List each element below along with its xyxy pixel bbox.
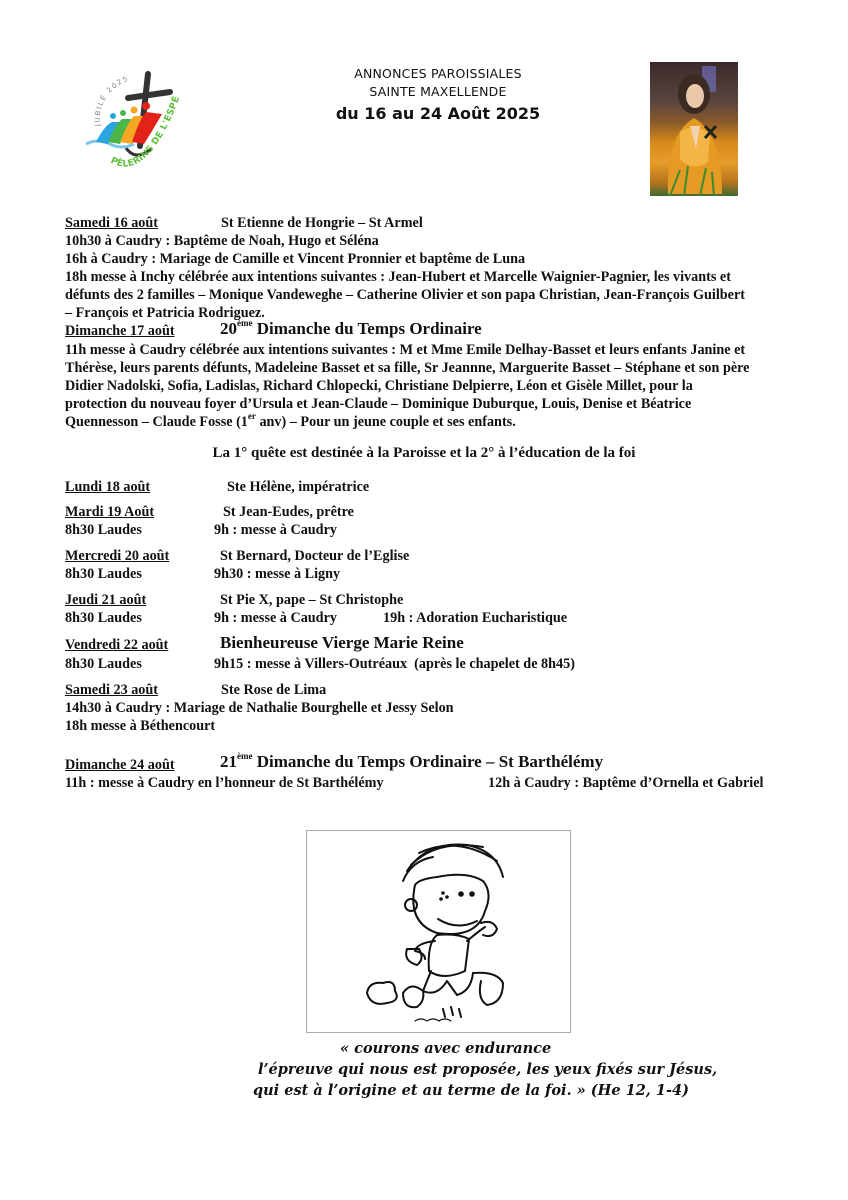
logo-text-bottom: PÈLERINS DE L'ESPÉ: [108, 95, 183, 170]
jubilee-logo-icon: [78, 66, 204, 182]
event-line: 16h à Caudry : Mariage de Camille et Vincent Pronnier et baptême de Luna: [65, 251, 526, 267]
day-feast: Ste Hélène, impératrice: [227, 479, 370, 495]
event-line: Didier Nadolski, Sofia, Ladislas, Richard Chlopecki, Christiane Delpierre, Léon et Gisèle Millet, pour la: [65, 378, 693, 394]
event-line: – François et Patricia Rodriguez.: [65, 305, 265, 321]
mass-time: 9h : messe à Caudry: [214, 610, 337, 626]
day-date: Samedi 23 août: [65, 682, 159, 698]
event-line: protection du nouveau foyer d’Ursula et Jean-Claude – Dominique Duburque, Louis, Denise et Béatrice: [65, 396, 692, 412]
day-feast: Bienheureuse Vierge Marie Reine: [220, 633, 464, 652]
event-line: [65, 413, 516, 431]
jubilee-logo: [78, 66, 204, 182]
quote-line-1: « courons avec endurance: [340, 1040, 552, 1057]
day-date: Mercredi 20 août: [65, 548, 170, 564]
mass-time: 9h : messe à Caudry: [214, 522, 337, 538]
event-line: Thérèse, leurs parents défunts, Madeleine Basset et sa fille, Sr Jeannne, Marguerite Basset – Stéphane et son père: [65, 360, 750, 376]
feast-number: 21: [220, 752, 237, 771]
event-line-part: anv) – Pour un jeune couple et ses enfants.: [255, 414, 516, 430]
quote-line-3: qui est à l’origine et au terme de la foi. » (He 12, 1-4): [253, 1082, 689, 1099]
event-line-sup: er: [247, 411, 256, 422]
collection-notice: La 1° quête est destinée à la Paroisse et la 2° à l’éducation de la foi: [212, 445, 636, 461]
running-boy-illustration: [306, 830, 571, 1033]
day-feast: St Etienne de Hongrie – St Armel: [221, 215, 423, 231]
running-boy-icon: [307, 831, 570, 1032]
event-line: 14h30 à Caudry : Mariage de Nathalie Bourghelle et Jessy Selon: [65, 700, 454, 716]
event-line-part: Quennesson – Claude Fosse (1: [65, 414, 248, 430]
day-feast: [220, 753, 603, 771]
day-date: Dimanche 24 août: [65, 757, 175, 773]
day-date: Samedi 16 août: [65, 215, 159, 231]
feast-text: Dimanche du Temps Ordinaire – St Barthélémy: [252, 752, 604, 771]
mass-time: 9h15 : messe à Villers-Outréaux (après le chapelet de 8h45): [214, 656, 575, 672]
laudes-time: 8h30 Laudes: [65, 610, 142, 626]
header-title-line-1: ANNONCES PAROISSIALES: [354, 66, 522, 81]
header-date-range: du 16 au 24 Août 2025: [335, 104, 541, 123]
day-feast: St Bernard, Docteur de l’Eglise: [220, 548, 410, 564]
event-line: 11h messe à Caudry célébrée aux intentions suivantes : M et Mme Emile Delhay-Basset et leurs enfants Janine et: [65, 342, 746, 358]
saint-maxellende-photo: [650, 62, 738, 196]
quote-line-2: l’épreuve qui nous est proposée, les yeux fixés sur Jésus,: [258, 1061, 718, 1078]
mass-time: 11h : messe à Caudry en l’honneur de St Barthélémy: [65, 775, 384, 791]
feast-number: 20: [220, 319, 237, 338]
day-date: Dimanche 17 août: [65, 323, 175, 339]
day-feast: [220, 320, 482, 338]
adoration-time: 19h : Adoration Eucharistique: [383, 610, 568, 626]
event-line: 18h messe à Inchy célébrée aux intentions suivantes : Jean-Hubert et Marcelle Waignier-Pagnier, les vivants et: [65, 269, 731, 285]
header-title-line-2: SAINTE MAXELLENDE: [369, 84, 507, 99]
day-date: Lundi 18 août: [65, 479, 151, 495]
saint-statue-photo-icon: [650, 62, 738, 196]
day-feast: St Jean-Eudes, prêtre: [223, 504, 354, 520]
day-date: Jeudi 21 août: [65, 592, 147, 608]
logo-text-top: JUBILÉ 2025: [93, 74, 131, 127]
feast-text: Dimanche du Temps Ordinaire: [252, 319, 482, 338]
feast-sup: ème: [237, 318, 253, 329]
laudes-time: 8h30 Laudes: [65, 566, 142, 582]
day-date: Vendredi 22 août: [65, 637, 169, 653]
day-feast: St Pie X, pape – St Christophe: [220, 592, 404, 608]
day-date: Mardi 19 Août: [65, 504, 155, 520]
baptism-event: 12h à Caudry : Baptême d’Ornella et Gabriel: [488, 775, 764, 791]
event-line: 10h30 à Caudry : Baptême de Noah, Hugo et Séléna: [65, 233, 379, 249]
feast-sup: ème: [237, 751, 253, 762]
event-line: défunts des 2 familles – Monique Vandeweghe – Catherine Olivier et son papa Christian, Jean-François Guilbert: [65, 287, 745, 303]
laudes-time: 8h30 Laudes: [65, 522, 142, 538]
day-feast: Ste Rose de Lima: [221, 682, 327, 698]
mass-time: 9h30 : messe à Ligny: [214, 566, 341, 582]
event-line: 18h messe à Béthencourt: [65, 718, 216, 734]
laudes-time: 8h30 Laudes: [65, 656, 142, 672]
